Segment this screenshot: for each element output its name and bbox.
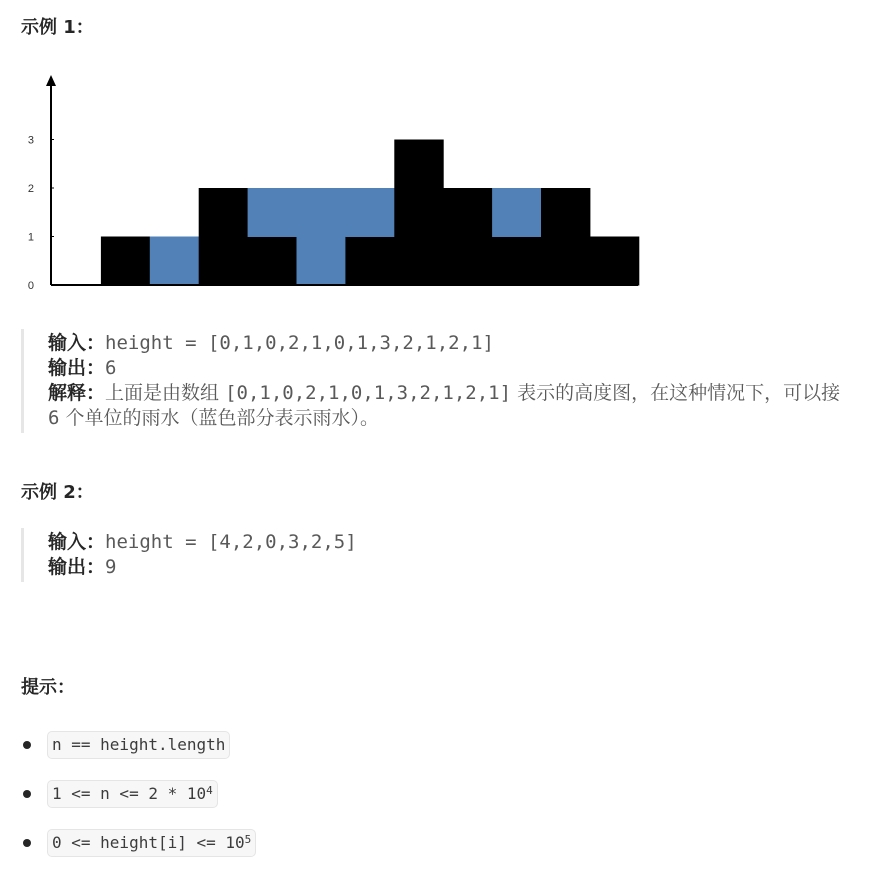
example-2-block <box>21 528 548 582</box>
constraint-exponent: 4 <box>206 783 213 797</box>
example-2-heading: 示例 2： <box>21 482 94 503</box>
y-tick-label: 0 <box>27 280 34 292</box>
example-2-output-line <box>48 555 548 580</box>
bar-10 <box>541 188 590 286</box>
bar-11 <box>590 237 639 286</box>
constraints-heading: 提示： <box>21 677 75 698</box>
constraint-exponent: 5 <box>244 832 252 846</box>
example-2-input-line <box>48 530 548 555</box>
input-label: 输入： <box>48 531 106 553</box>
y-axis-arrow-icon <box>46 75 56 86</box>
bullet-icon <box>23 839 31 847</box>
bar-4 <box>248 237 297 286</box>
water-5 <box>297 188 346 286</box>
list-item <box>21 818 256 867</box>
bar-7 <box>394 140 443 286</box>
explain-text-1: 上面是由数组 <box>105 382 226 404</box>
constraint-text: n == height.length <box>52 734 226 754</box>
constraint-text: 0 <= height[i] <= 10 <box>52 832 245 852</box>
y-tick-label: 2 <box>27 183 34 195</box>
explain-array: [0,1,0,2,1,0,1,3,2,1,2,1] <box>225 382 512 404</box>
example-1-heading: 示例 1： <box>21 17 94 38</box>
bar-1 <box>101 237 150 286</box>
constraint-code <box>47 780 218 808</box>
example-1-input-line <box>48 331 848 356</box>
water-6 <box>345 188 394 237</box>
explain-text-2: 表示的高度图，在这种情况下，可以接 <box>511 382 841 404</box>
water-2 <box>150 237 199 286</box>
bullet-icon <box>23 741 31 749</box>
constraints-list <box>21 720 256 867</box>
output-value: 6 <box>105 357 117 379</box>
bar-3 <box>199 188 248 286</box>
explain-text-3: 个单位的雨水（蓝色部分表示雨水）。 <box>59 407 379 429</box>
explain-label: 解释： <box>48 382 106 404</box>
example-1-output-line <box>48 356 848 381</box>
bar-6 <box>345 237 394 286</box>
output-value: 9 <box>105 556 117 578</box>
constraint-text: 1 <= n <= 2 * 10 <box>52 783 207 803</box>
constraint-code <box>47 731 230 759</box>
input-label: 输入： <box>48 332 106 354</box>
example-1-explanation <box>48 381 848 431</box>
input-value: height = [4,2,0,3,2,5] <box>105 531 357 553</box>
output-label: 输出： <box>48 357 106 379</box>
constraint-code <box>47 829 256 857</box>
chart-bars <box>101 140 639 286</box>
explain-number: 6 <box>48 407 60 429</box>
bar-9 <box>492 237 541 286</box>
bullet-icon <box>23 790 31 798</box>
y-tick-label: 1 <box>27 231 34 244</box>
output-label: 输出： <box>48 556 106 578</box>
example-1-block <box>21 329 848 433</box>
bar-8 <box>443 188 492 286</box>
water-9 <box>492 188 541 237</box>
list-item <box>21 720 256 769</box>
elevation-map-chart <box>22 72 642 294</box>
y-tick-label: 3 <box>27 134 34 147</box>
input-value: height = [0,1,0,2,1,0,1,3,2,1,2,1] <box>105 332 494 354</box>
list-item <box>21 769 256 818</box>
water-4 <box>248 188 297 237</box>
